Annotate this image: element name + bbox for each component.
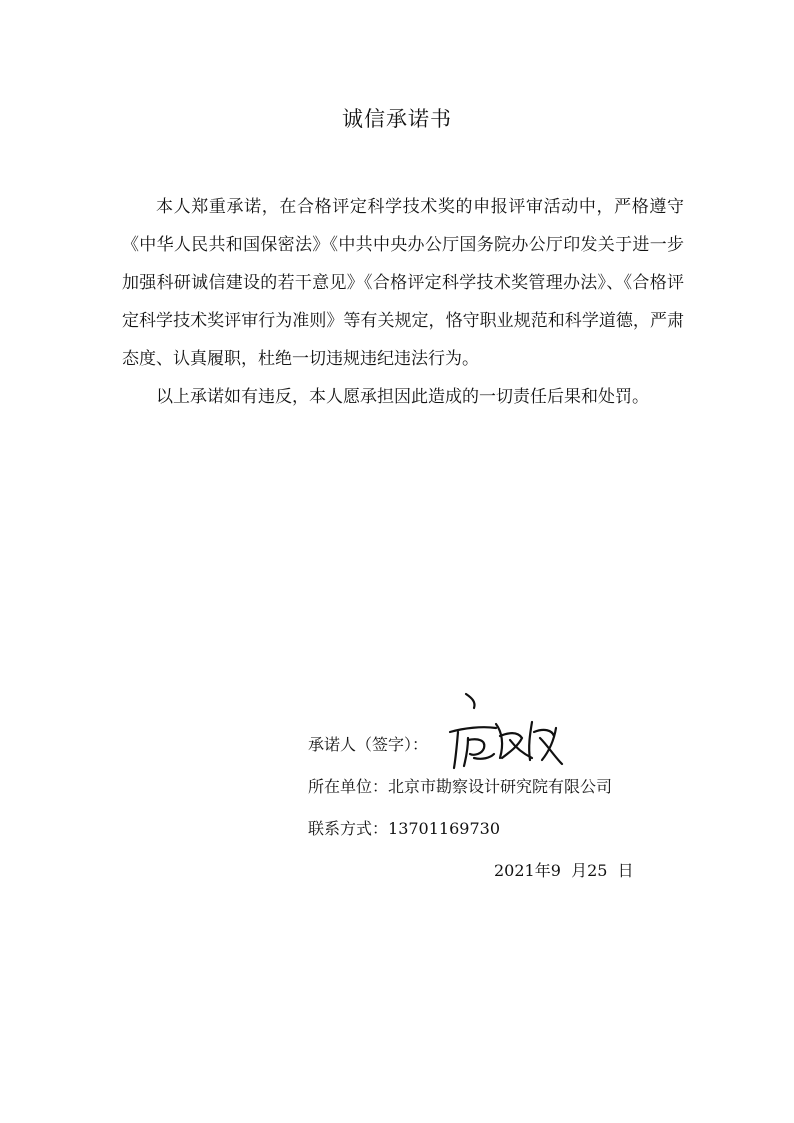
consequence-paragraph: 以上承诺如有违反，本人愿承担因此造成的一切责任后果和处罚。 xyxy=(156,387,649,407)
document-title: 诚信承诺书 xyxy=(342,107,452,131)
signing-date: 2021年9 月25 日 xyxy=(494,861,634,880)
contact-value: 13701169730 xyxy=(388,819,500,838)
unit-label: 所在单位： xyxy=(308,777,389,796)
unit-value: 北京市勘察设计研究院有限公司 xyxy=(388,777,613,796)
unit-line xyxy=(308,776,612,798)
contact-line xyxy=(308,818,500,840)
signer-line xyxy=(308,734,428,756)
signer-label: 承诺人（签字）： xyxy=(308,735,429,754)
commitment-paragraph: 本人郑重承诺，在合格评定科学技术奖的申报评审活动中，严格遵守《中华人民共和国保密法》《中共中央办公厅国务院办公厅印发关于进一步加强科研诚信建设的若干意见》《合格评定科学技术奖管理办法》、《合格评定科学技术奖评审行为准则》等有关规定，恪守职业规范和科学道德，严肃态度、认真履职，杜绝一切违规违纪违法行为。 xyxy=(122,197,684,369)
handwritten-signature xyxy=(444,688,574,774)
contact-label: 联系方式： xyxy=(308,819,389,838)
body-text xyxy=(122,188,684,416)
